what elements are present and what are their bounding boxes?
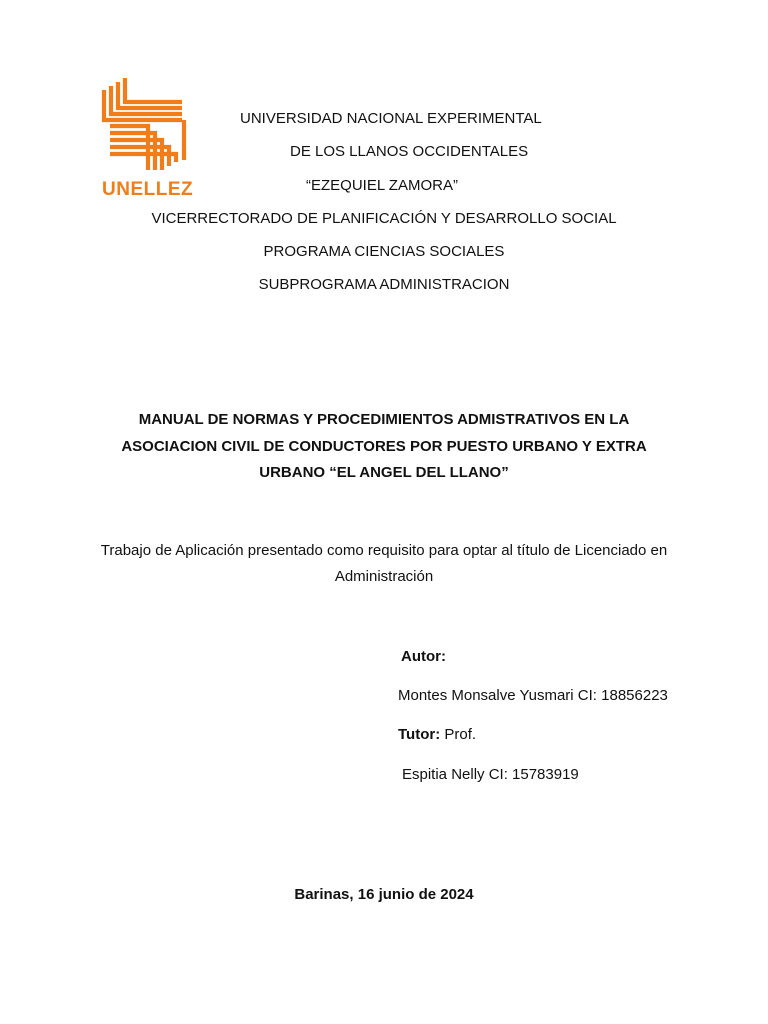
place-date: Barinas, 16 junio de 2024 [294,886,474,903]
tutor-label: Tutor: [398,726,441,743]
header-university: UNIVERSIDAD NACIONAL EXPERIMENTAL [240,110,542,127]
tutor-name: Espitia Nelly CI: 15783919 [402,766,579,783]
tutor-line [398,726,476,744]
logo-text: UNELLEZ [102,179,194,200]
subtitle-line1: Trabajo de Aplicación presentado como requisito para optar al título de Licenciado en [100,542,668,559]
logo-emblem [104,76,184,170]
author-name: Montes Monsalve Yusmari CI: 18856223 [398,687,668,704]
subtitle-line2: Administración [334,568,434,585]
header-region: DE LOS LLANOS OCCIDENTALES [290,143,529,160]
document-title-line3: URBANO “EL ANGEL DEL LLANO” [259,464,509,481]
header-zamora: “EZEQUIEL ZAMORA” [306,177,458,194]
header-subprograma: SUBPROGRAMA ADMINISTRACION [258,276,510,293]
document-title-line1: MANUAL DE NORMAS Y PROCEDIMIENTOS ADMISTRATIVOS EN LA [138,411,630,428]
document-title-line2: ASOCIACION CIVIL DE CONDUCTORES POR PUESTO URBANO Y EXTRA [121,438,647,455]
unellez-logo [98,72,194,200]
header-vicerrectorado: VICERRECTORADO DE PLANIFICACIÓN Y DESARROLLO SOCIAL [151,210,617,227]
header-programa: PROGRAMA CIENCIAS SOCIALES [263,243,505,260]
tutor-title: Prof. [440,726,477,743]
author-label: Autor: [401,648,446,665]
